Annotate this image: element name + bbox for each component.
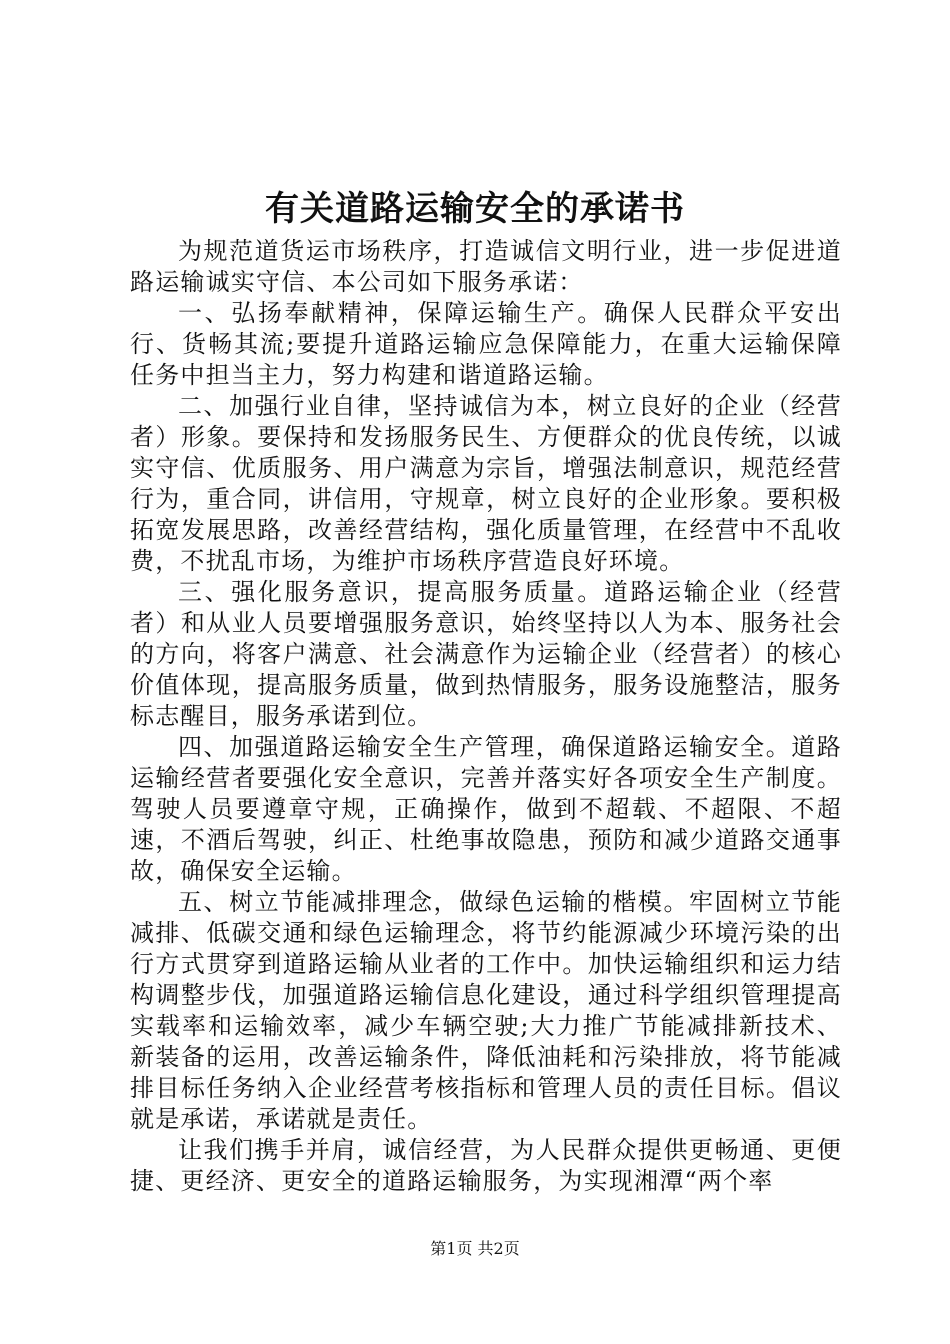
- paragraph-intro: 为规范道货运市场秩序，打造诚信文明行业，进一步促进道路运输诚实守信、本公司如下服务承诺：: [130, 237, 842, 296]
- document-title: 有关道路运输安全的承诺书: [265, 189, 685, 229]
- paragraph-closing: 让我们携手并肩，诚信经营，为人民群众提供更畅通、更便捷、更经济、更安全的道路运输服务，为实现湘潭“两个率: [130, 1136, 842, 1195]
- paragraph-commitment-4: 四、加强道路运输安全生产管理，确保道路运输安全。道路运输经营者要强化安全意识，完善并落实好各项安全生产制度。驾驶人员要遵章守规，正确操作，做到不超载、不超限、不超速，不酒后驾驶，纠正、杜绝事故隐患，预防和减少道路交通事故，确保安全运输。: [130, 733, 842, 885]
- paragraph-commitment-1: 一、弘扬奉献精神，保障运输生产。确保人民群众平安出行、货畅其流;要提升道路运输应急保障能力，在重大运输保障任务中担当主力，努力构建和谐道路运输。: [130, 299, 842, 389]
- paragraph-commitment-5: 五、树立节能减排理念，做绿色运输的楷模。牢固树立节能减排、低碳交通和绿色运输理念，将节约能源减少环境污染的出行方式贯穿到道路运输从业者的工作中。加快运输组织和运力结构调整步伐，加强道路运输信息化建设，通过科学组织管理提高实载率和运输效率，减少车辆空驶;大力推广节能减排新技术、新装备的运用，改善运输条件，降低油耗和污染排放，将节能减排目标任务纳入企业经营考核指标和管理人员的责任目标。倡议就是承诺，承诺就是责任。: [130, 888, 842, 1133]
- paragraph-commitment-2: 二、加强行业自律，坚持诚信为本，树立良好的企业（经营者）形象。要保持和发扬服务民生、方便群众的优良传统，以诚实守信、优质服务、用户满意为宗旨，增强法制意识，规范经营行为，重合同，讲信用，守规章，树立良好的企业形象。要积极拓宽发展思路，改善经营结构，强化质量管理，在经营中不乱收费，不扰乱市场，为维护市场秩序营造良好环境。: [130, 392, 842, 575]
- document-body: [130, 236, 842, 1197]
- page-number: 第1页 共2页: [430, 1239, 520, 1258]
- paragraph-commitment-3: 三、强化服务意识，提高服务质量。道路运输企业（经营者）和从业人员要增强服务意识，始终坚持以人为本、服务社会的方向，将客户满意、社会满意作为运输企业（经营者）的核心价值体现，提高服务质量，做到热情服务，服务设施整洁，服务标志醒目，服务承诺到位。: [130, 578, 842, 730]
